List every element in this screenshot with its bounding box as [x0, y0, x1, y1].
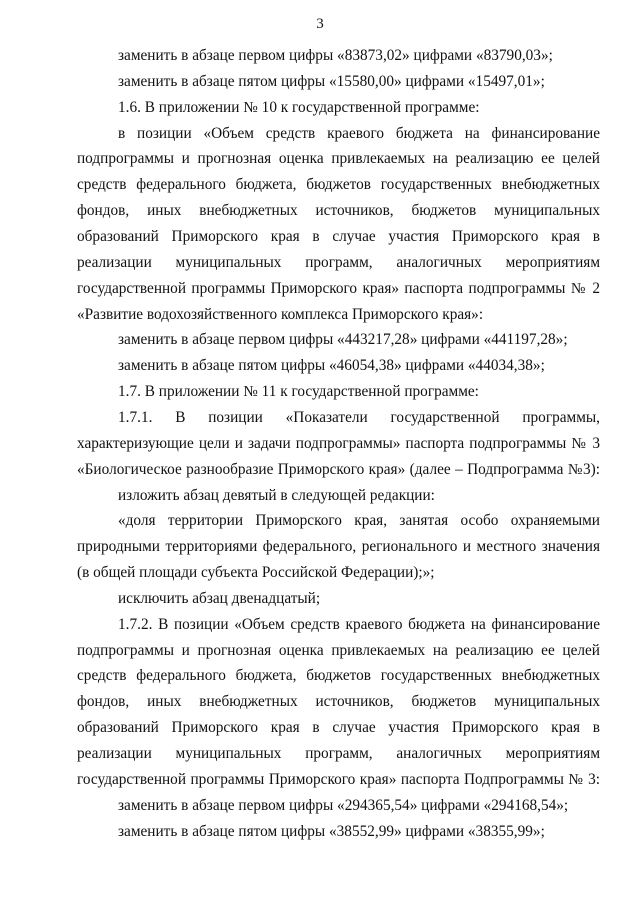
- text-line: фондов, иных внебюджетных источников, бюджетов муниципальных: [77, 693, 600, 711]
- text-line: заменить в абзаце пятом цифры «38552,99» цифрами «38355,99»;: [118, 822, 545, 840]
- text-line: (в общей площади субъекта Российской Федерации);»;: [77, 564, 435, 581]
- text-line: характеризующие цели и задачи подпрограммы» паспорта подпрограммы № 3: [77, 434, 600, 452]
- text-line: государственной программы Приморского края» паспорта Подпрограммы № 3:: [77, 770, 600, 788]
- text-line: «Биологическое разнообразие Приморского края» (далее – Подпрограмма №3):: [77, 460, 600, 478]
- text-line: изложить абзац девятый в следующей редакции:: [118, 486, 435, 504]
- text-line: средств федерального бюджета, бюджетов государственных внебюджетных: [77, 176, 600, 194]
- text-line: средств федерального бюджета, бюджетов государственных внебюджетных: [77, 667, 600, 685]
- text-line: «Развитие водохозяйственного комплекса Приморского края»:: [77, 305, 484, 323]
- text-line: 1.6. В приложении № 10 к государственной программе:: [118, 98, 480, 116]
- text-line: заменить в абзаце пятом цифры «15580,00» цифрами «15497,01»;: [118, 72, 545, 90]
- text-line: «доля территории Приморского края, занятая особо охраняемыми: [118, 512, 600, 530]
- text-line: фондов, иных внебюджетных источников, бюджетов муниципальных: [77, 202, 600, 220]
- text-line: 1.7.2. В позиции «Объем средств краевого бюджета на финансирование: [118, 615, 600, 633]
- text-line: заменить в абзаце первом цифры «443217,28» цифрами «441197,28»;: [118, 331, 568, 349]
- text-line: заменить в абзаце первом цифры «294365,54» цифрами «294168,54»;: [118, 796, 569, 814]
- text-line: государственной программы Приморского края» паспорта подпрограммы № 2: [77, 279, 600, 297]
- text-line: природными территориями федерального, регионального и местного значения: [77, 538, 600, 556]
- text-line: образований Приморского края в случае участия Приморского края в: [77, 228, 600, 245]
- text-line: исключить абзац двенадцатый;: [118, 589, 321, 607]
- text-line: заменить в абзаце пятом цифры «46054,38» цифрами «44034,38»;: [118, 357, 545, 375]
- page-number: 3: [316, 16, 324, 32]
- text-line: 1.7. В приложении № 11 к государственной программе:: [118, 383, 479, 401]
- text-line: образований Приморского края в случае участия Приморского края в: [77, 719, 600, 737]
- text-line: 1.7.1. В позиции «Показатели государственной программы,: [118, 408, 600, 426]
- text-line: заменить в абзаце первом цифры «83873,02» цифрами «83790,03»;: [118, 47, 553, 64]
- text-line: реализации муниципальных программ, аналогичных мероприятиям: [77, 253, 600, 271]
- text-line: подпрограммы и прогнозная оценка привлекаемых на реализацию ее целей: [77, 150, 600, 168]
- text-line: подпрограммы и прогнозная оценка привлекаемых на реализацию ее целей: [77, 641, 600, 659]
- text-line: реализации муниципальных программ, аналогичных мероприятиям: [77, 745, 600, 762]
- text-line: в позиции «Объем средств краевого бюджета на финансирование: [118, 124, 600, 142]
